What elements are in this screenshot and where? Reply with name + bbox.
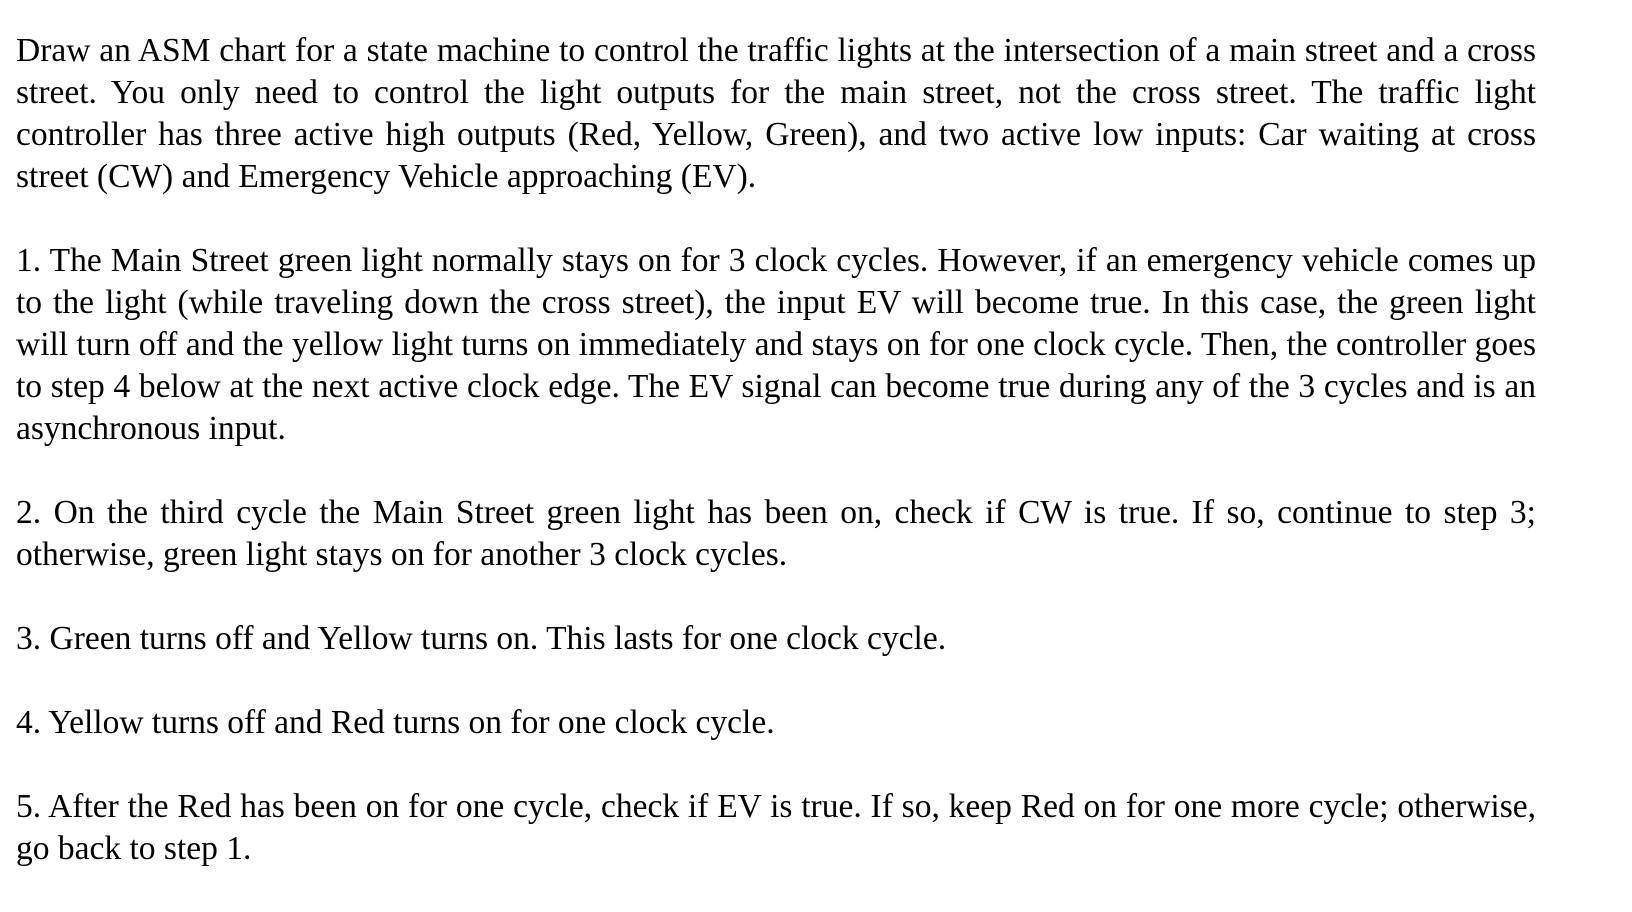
step-4-paragraph: 4. Yellow turns off and Red turns on for one clock cycle. [16,704,775,741]
step-2-paragraph: 2. On the third cycle the Main Street green light has been on, check if CW is true. If so, continue to step 3; otherwise, green light stays on for another 3 clock cycles. [16,494,1536,573]
problem-document [16,30,1536,870]
step-5-paragraph: 5. After the Red has been on for one cycle, check if EV is true. If so, keep Red on for one more cycle; otherwise, go back to step 1. [16,788,1536,867]
intro-paragraph: Draw an ASM chart for a state machine to control the traffic lights at the intersection of a main street and a cross street. You only need to control the light outputs for the main street, not the cross street. The traffic light controller has three active high outputs (Red, Yellow, Green), and two active low inputs: Car waiting at cross street (CW) and Emergency Vehicle approaching (EV). [16,32,1536,195]
step-3-paragraph: 3. Green turns off and Yellow turns on. This lasts for one clock cycle. [16,620,947,657]
step-1-paragraph: 1. The Main Street green light normally stays on for 3 clock cycles. However, if an emergency vehicle comes up to the light (while traveling down the cross street), the input EV will become true. In this case, the green light will turn off and the yellow light turns on immediately and stays on for one clock cycle. Then, the controller goes to step 4 below at the next active clock edge. The EV signal can become true during any of the 3 cycles and is an asynchronous input. [16,242,1536,447]
